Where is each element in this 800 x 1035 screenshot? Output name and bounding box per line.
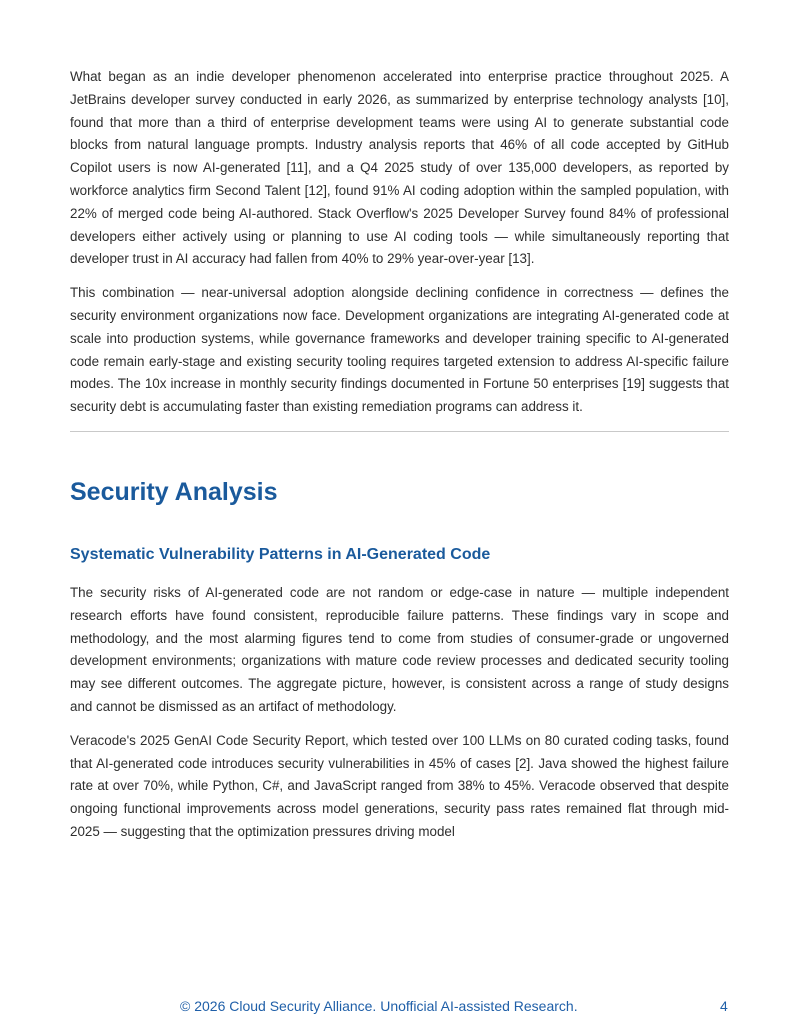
footer-copyright: © 2026 Cloud Security Alliance. Unofficial AI-assisted Research. <box>180 998 578 1014</box>
intro-paragraph-1: What began as an indie developer phenomenon accelerated into enterprise practice throughout 2025. A JetBrains developer survey conducted in early 2026, as summarized by enterprise technology analysts [10], found that more than a third of enterprise development teams were using AI to generate substantial code blocks from natural language prompts. Industry analysis reports that 46% of all code accepted by GitHub Copilot users is now AI-generated [11], and a Q4 2025 study of over 135,000 developers, as reported by workforce analytics firm Second Talent [12], found 91% AI coding adoption within the sampled population, with 22% of merged code being AI-authored. Stack Overflow's 2025 Developer Survey found 84% of professional developers either actively using or planning to use AI coding tools — while simultaneously reporting that developer trust in AI accuracy had fallen from 40% to 29% year-over-year [13]. <box>70 69 729 267</box>
section-divider <box>70 431 729 432</box>
page-footer <box>0 998 800 1018</box>
document-page <box>70 66 729 855</box>
section-paragraph-2: Veracode's 2025 GenAI Code Security Report, which tested over 100 LLMs on 80 curated coding tasks, found that AI-generated code introduces security vulnerabilities in 45% of cases [2]. Java showed the highest failure rate at over 70%, while Python, C#, and JavaScript ranged from 38% to 45%. Veracode observed that despite ongoing functional improvements across model generations, security pass rates remained flat through mid-2025 — suggesting that the optimization pressures driving model <box>70 732 729 839</box>
page-number: 4 <box>720 998 728 1014</box>
subsection-title: Systematic Vulnerability Patterns in AI-Generated Code <box>70 545 491 563</box>
intro-paragraph-2: This combination — near-universal adoption alongside declining confidence in correctness — defines the security environment organizations now face. Development organizations are integrating AI-generated code at scale into production systems, while governance frameworks and developer training specific to AI-generated code remain early-stage and existing security tooling requires targeted extension to address AI-specific failure modes. The 10x increase in monthly security findings documented in Fortune 50 enterprises [19] suggests that security debt is accumulating faster than existing remediation programs can address it. <box>70 285 729 415</box>
section-paragraph-1: The security risks of AI-generated code are not random or edge-case in nature — multiple independent research efforts have found consistent, reproducible failure patterns. These findings vary in scope and methodology, and the most alarming figures tend to come from studies of consumer-grade or ungoverned development environments; organizations with mature code review processes and dedicated security tooling may see different outcomes. The aggregate picture, however, is consistent across a range of study designs and cannot be dismissed as an artifact of methodology. <box>70 584 729 714</box>
section-title: Security Analysis <box>70 477 278 506</box>
